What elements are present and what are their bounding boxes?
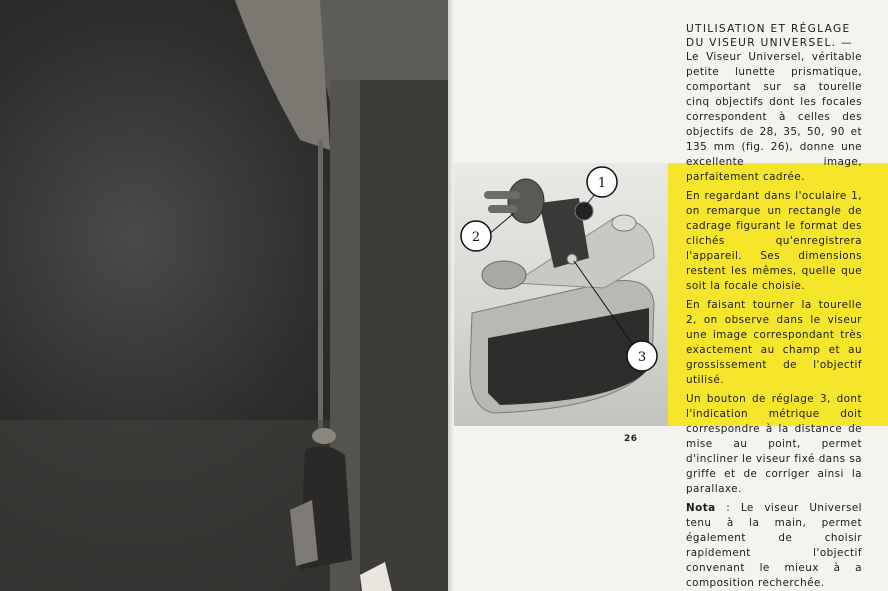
turret-lens-upper xyxy=(484,191,520,199)
turret xyxy=(508,179,544,223)
arch-highlight xyxy=(235,0,330,150)
rewind-knob xyxy=(482,261,526,289)
callout-label-2: 2 xyxy=(471,230,481,245)
paragraph-3: En faisant tourner la tourelle 2, on observe dans le viseur une image correspondant très exactement au champ et au grossissement de l'objectif utilisé. xyxy=(686,299,862,386)
note-paragraph xyxy=(686,501,862,591)
eyepiece xyxy=(575,202,593,220)
shutter-dial xyxy=(612,215,636,231)
note-text: : Le viseur Universel tenu à la main, permet également de choisir rapidement l'objectif convenant le mieux à a composition recherchée. xyxy=(686,502,862,589)
man-cap xyxy=(312,428,336,444)
ground-haze xyxy=(0,420,330,591)
paragraph-2: En regardant dans l'oculaire 1, on remarque un rectangle de cadrage figurant le format des clichés qu'enregistrera l'appareil. Ses dimensions restent les mêmes, quelle que soit la focale choisie. xyxy=(686,190,862,292)
camera-illustration xyxy=(454,163,668,426)
text-column xyxy=(686,22,862,591)
paragraph-1: Le Viseur Universel, véritable petite lunette prismatique, comportant sur sa tourelle cinq objectifs dont les focales correspondent à celles des objectifs de 28, 35, 50, 90 et 135 mm (fig. 26), donne une excellente image, parfaitement cadrée. xyxy=(686,51,862,183)
turret-lens-lower xyxy=(488,205,518,213)
leader-line-2 xyxy=(488,213,514,235)
callout-label-1: 1 xyxy=(597,176,607,191)
callout-label-3: 3 xyxy=(637,350,647,365)
camera-figure xyxy=(454,163,668,426)
paragraph-4: Un bouton de réglage 3, dont l'indication métrique doit correspondre à la distance de mise au point, permet d'incliner le viseur fixé dans sa griffe et de corriger ainsi la parallaxe. xyxy=(686,393,862,495)
note-label: Nota xyxy=(686,502,716,514)
page-number: 26 xyxy=(624,434,638,444)
section-heading: UTILISATION ET RÉGLAGE DU VISEUR UNIVERSEL. — xyxy=(686,23,853,49)
lamp-pole xyxy=(318,140,323,440)
